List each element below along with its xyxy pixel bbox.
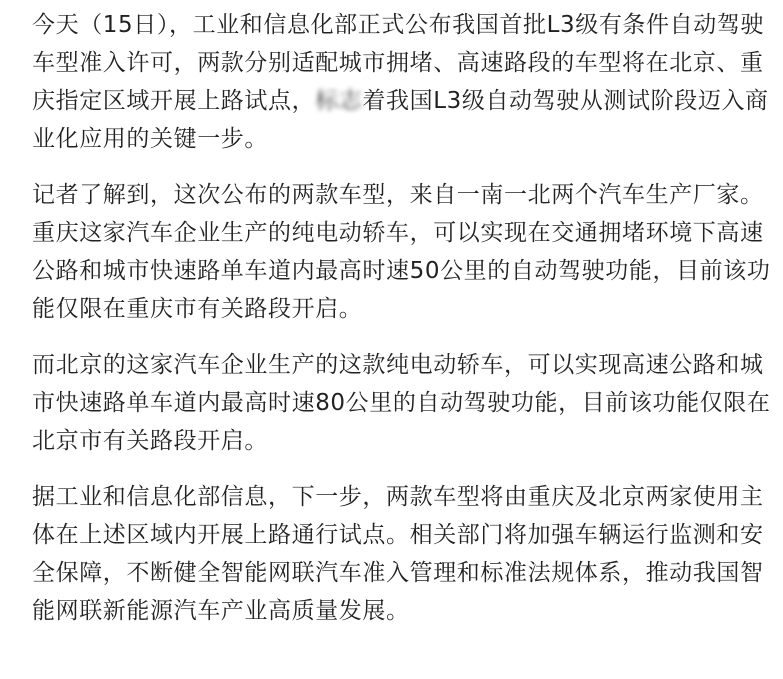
paragraph-1-text-end: 着我国L3级自动驾驶从测试阶段迈入商业化应用的关键一步。 (32, 88, 769, 152)
paragraph-3: 而北京的这家汽车企业生产的这款纯电动轿车，可以实现高速公路和城市快速路单车道内最高时速80公里的自动驾驶功能，目前该功能仅限在北京市有关路段开启。 (32, 352, 771, 454)
article-body (32, 6, 772, 630)
obscured-text: 标志 (315, 88, 363, 114)
paragraph-2: 记者了解到，这次公布的两款车型，来自一南一北两个汽车生产厂家。重庆这家汽车企业生产的纯电动轿车，可以实现在交通拥堵环境下高速公路和城市快速路单车道内最高时速50公里的自动驾驶功能，目前该功能仅限在重庆市有关路段开启。 (32, 182, 771, 322)
paragraph-1 (32, 6, 772, 158)
paragraph-1-text-start: 今天（15日），工业和信息化部正式公布我国首批L3级有条件自动驾驶车型准入许可，两款分别适配城市拥堵、高速路段的车型将在北京、重庆指定区域开展上路试点， (32, 12, 765, 114)
paragraph-4: 据工业和信息化部信息，下一步，两款车型将由重庆及北京两家使用主体在上述区域内开展上路通行试点。相关部门将加强车辆运行监测和安全保障，不断健全智能网联汽车准入管理和标准法规体系，推动我国智能网联新能源汽车产业高质量发展。 (32, 484, 764, 624)
